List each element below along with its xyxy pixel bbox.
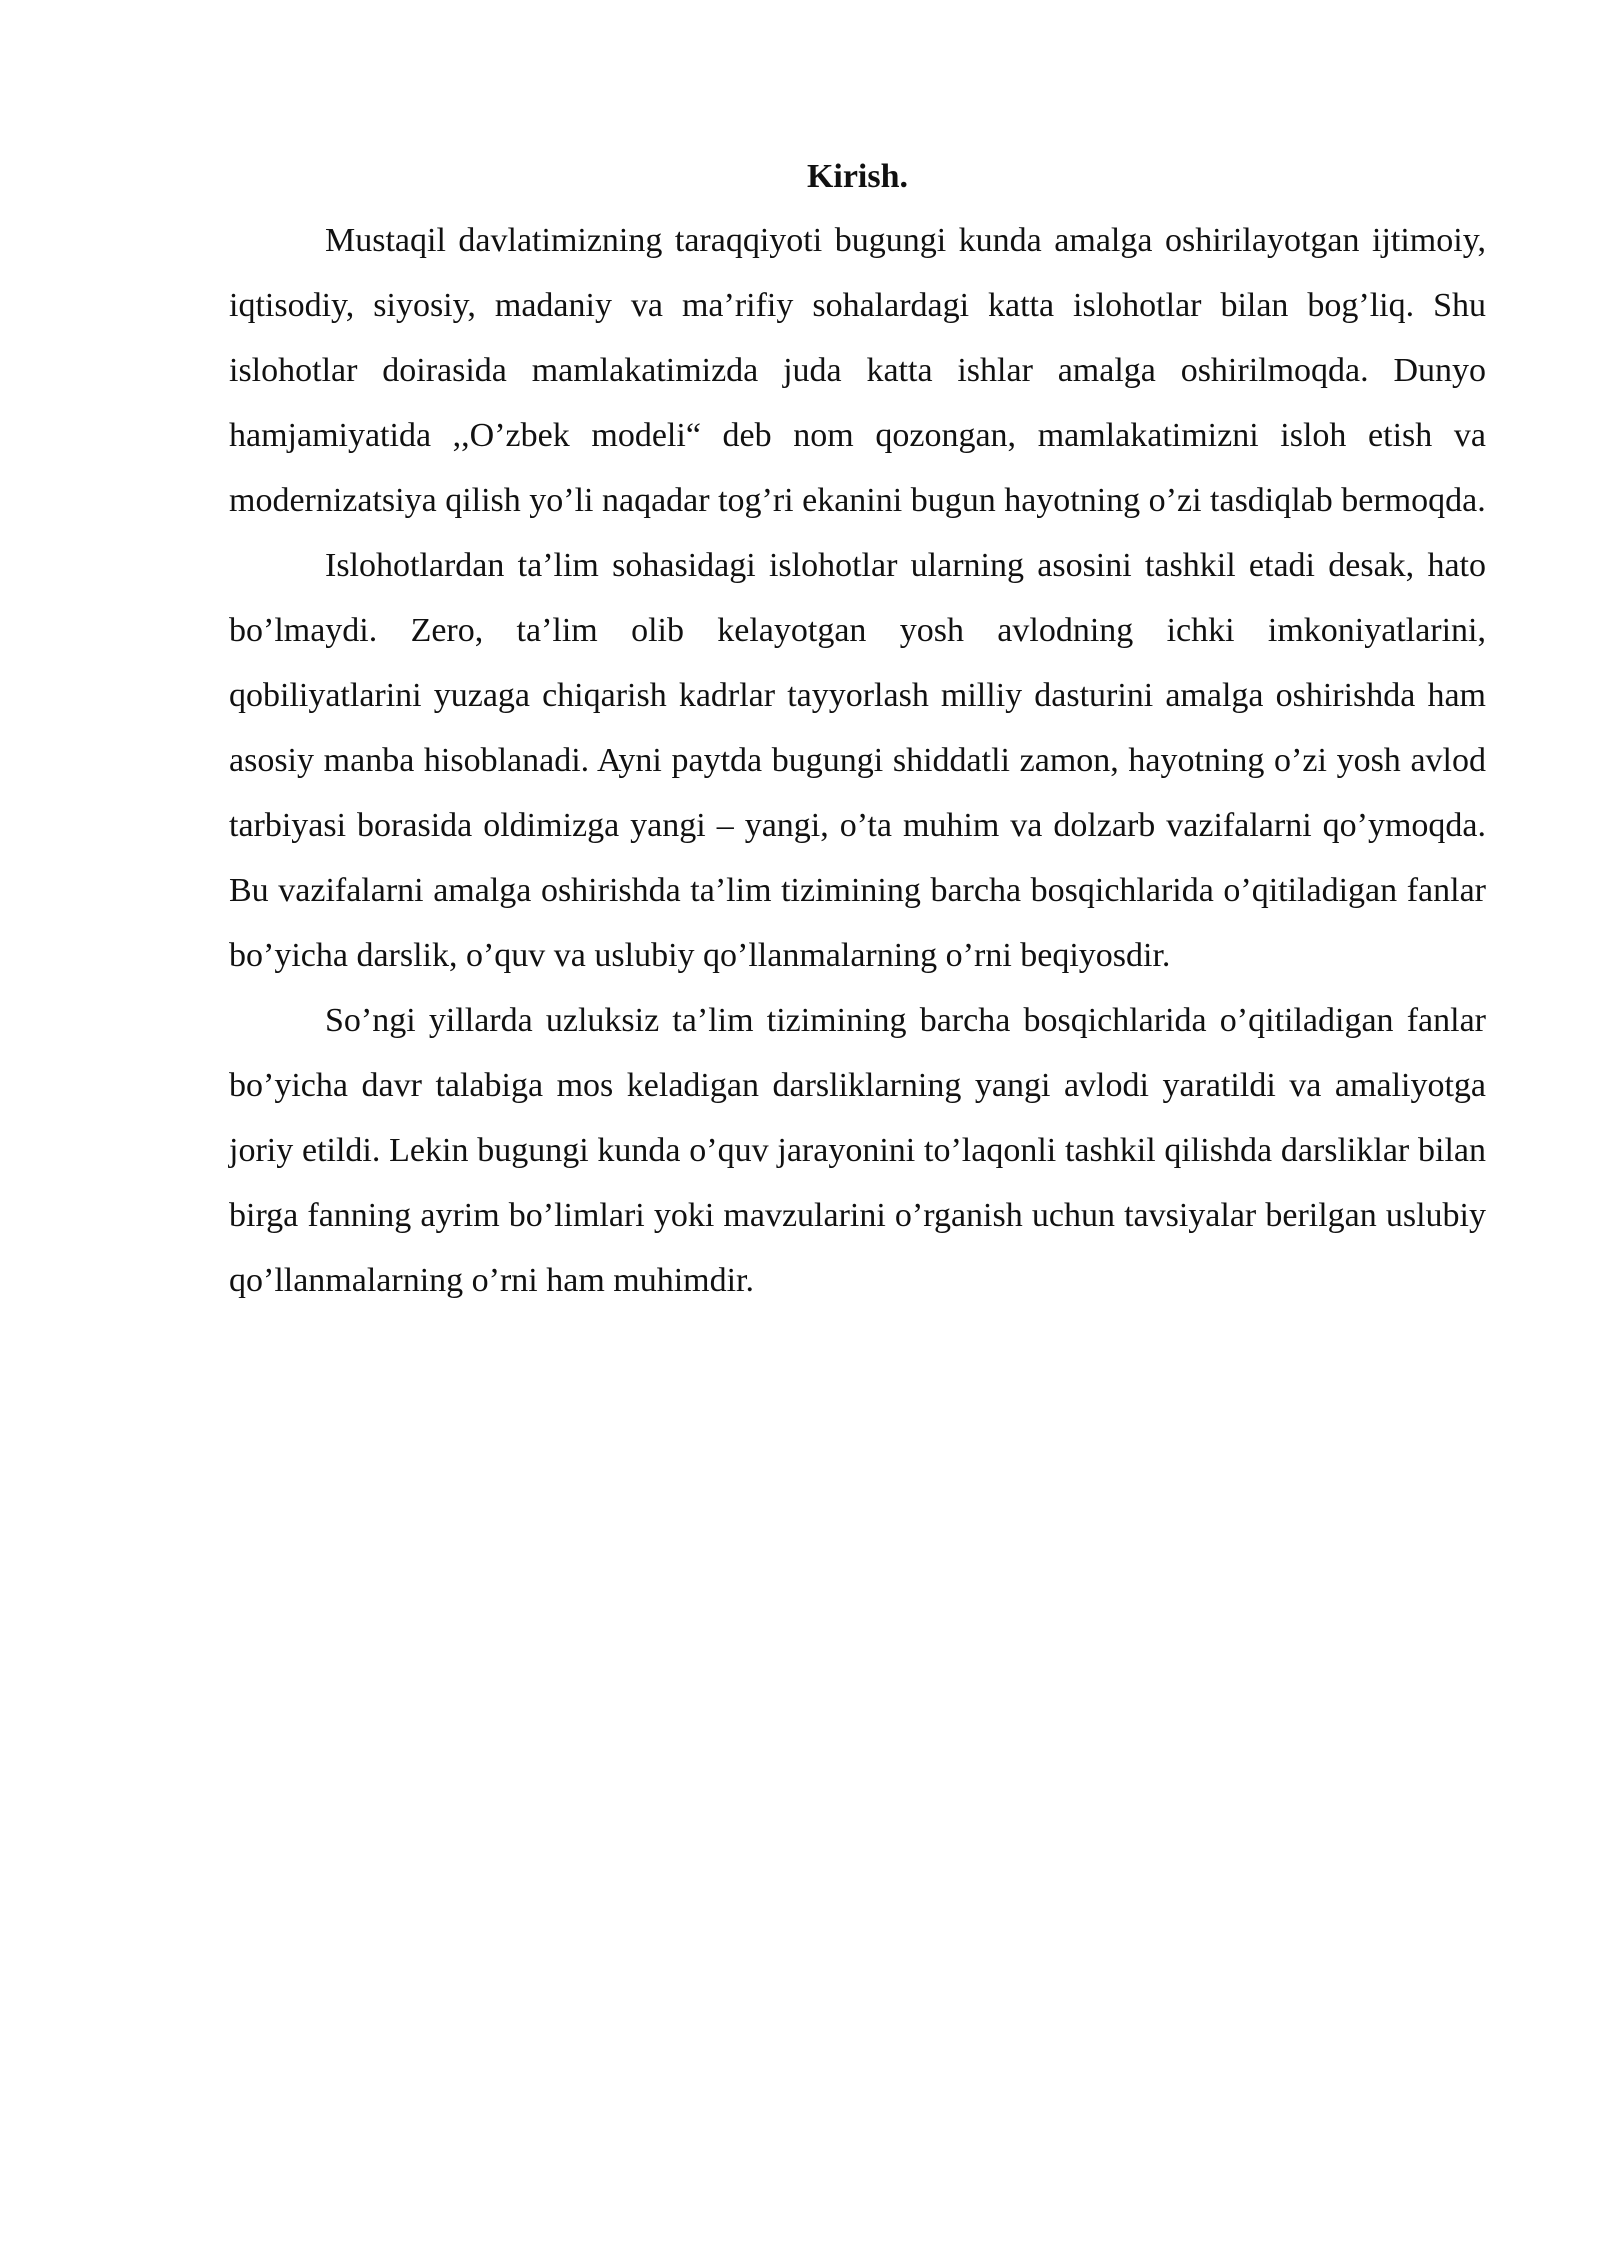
- paragraph-intro: Mustaqil davlatimizning taraqqiyoti bugungi kunda amalga oshirilayotgan ijtimoiy, iqtisodiy, siyosiy, madaniy va ma’rifiy sohalardagi katta islohotlar bilan bog’liq. Shu islohotlar doirasida mamlakatimizda juda katta ishlar amalga oshirilmoqda. Dunyo hamjamiyatida ,,O’zbek modeli“ deb nom qozongan, mamlakatimizni isloh etish va modernizatsiya qilish yo’li naqadar tog’ri ekanini bugun hayotning o’zi tasdiqlab bermoqda.: [229, 222, 1486, 519]
- page-title: Kirish.: [806, 158, 909, 195]
- document-body: [229, 148, 1486, 1313]
- paragraph-education-reforms: Islohotlardan ta’lim sohasidagi islohotlar ularning asosini tashkil etadi desak, hato bo’lmaydi. Zero, ta’lim olib kelayotgan yosh avlodning ichki imkoniyatlarini, qobiliyatlarini yuzaga chiqarish kadrlar tayyorlash milliy dasturini amalga oshirishda ham asosiy manba hisoblanadi. Ayni paytda bugungi shiddatli zamon, hayotning o’zi yosh avlod tarbiyasi borasida oldimizga yangi – yangi, o’ta muhim va dolzarb vazifalarni qo’ymoqda. Bu vazifalarni amalga oshirishda ta’lim tizimining barcha bosqichlarida o’qitiladigan fanlar bo’yicha darslik, o’quv va uslubiy qo’llanmalarning o’rni beqiyosdir.: [229, 547, 1486, 974]
- paragraph-textbooks: So’ngi yillarda uzluksiz ta’lim tizimining barcha bosqichlarida o’qitiladigan fanlar bo’yicha davr talabiga mos keladigan darsliklarning yangi avlodi yaratildi va amaliyotga joriy etildi. Lekin bugungi kunda o’quv jarayonini to’laqonli tashkil qilishda darsliklar bilan birga fanning ayrim bo’limlari yoki mavzularini o’rganish uchun tavsiyalar berilgan uslubiy qo’llanmalarning o’rni ham muhimdir.: [229, 1002, 1486, 1299]
